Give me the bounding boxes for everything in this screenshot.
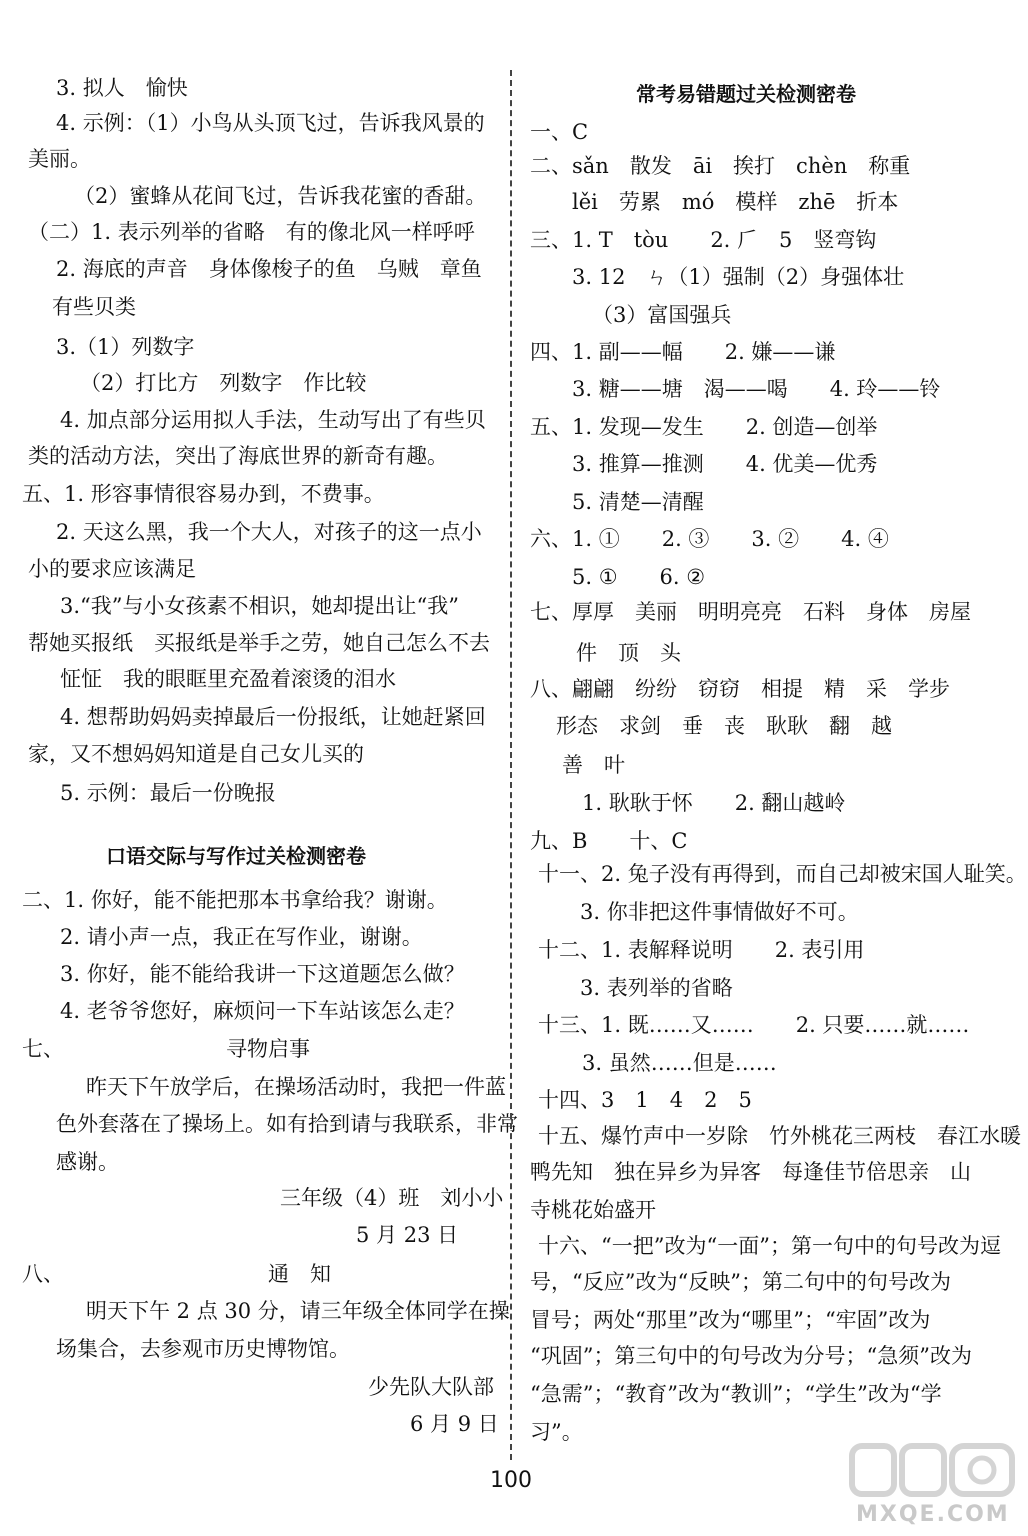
section-heading: 口语交际与写作过关检测密卷 xyxy=(106,844,366,868)
answer-line: 3. 你非把这件事情做好不可。 xyxy=(580,900,859,924)
answer-line: 2. 天这么黑，我一个大人，对孩子的这一点小 xyxy=(56,520,482,544)
answer-line: 七、厚厚 美丽 明明亮亮 石料 身体 房屋 xyxy=(530,600,971,624)
answer-line: 六、1. ① 2. ③ 3. ② 4. ④ xyxy=(530,527,889,551)
section-heading: 常考易错题过关检测密卷 xyxy=(636,82,856,106)
answer-line: 2. 海底的声音 身体像梭子的鱼 乌贼 章鱼 xyxy=(56,257,482,281)
answer-line: 4. 想帮助妈妈卖掉最后一份报纸，让她赶紧回 xyxy=(60,705,486,729)
answer-line: 3. 糖——塘 渴——喝 4. 玲——铃 xyxy=(572,377,941,401)
answer-line: 4. 老爷爷您好，麻烦问一下车站该怎么走？ xyxy=(60,999,465,1023)
answer-line: 3.“我”与小女孩素不相识，她却提出让“我” xyxy=(60,594,459,618)
answer-line: 明天下午 2 点 30 分，请三年级全体同学在操 xyxy=(86,1299,510,1323)
notice-title: 通 知 xyxy=(268,1262,331,1286)
answer-line: 号，“反应”改为“反映”；第二句中的句号改为 xyxy=(530,1270,951,1294)
answer-line: 类的活动方法，突出了海底世界的新奇有趣。 xyxy=(28,444,448,468)
answer-line: 帮她买报纸 买报纸是举手之劳，她自己怎么不去 xyxy=(28,631,490,655)
answer-line: 5. 示例：最后一份晚报 xyxy=(60,781,276,805)
answer-line: 二、1. 你好，能不能把那本书拿给我？谢谢。 xyxy=(22,888,448,912)
answer-line: （二）1. 表示列举的省略 有的像北风一样呼呼 xyxy=(28,220,475,244)
answer-line: 色外套落在了操场上。如有拾到请与我联系，非常 xyxy=(56,1112,518,1136)
answer-line: “急需”；“教育”改为“教训”；“学生”改为“学 xyxy=(530,1382,942,1406)
answer-line: 鸭先知 独在异乡为异客 每逢佳节倍思亲 山 xyxy=(530,1160,971,1184)
answer-line: 十六、“一把”改为“一面”；第一句中的句号改为逗 xyxy=(538,1234,1001,1258)
answer-line: 4. 加点部分运用拟人手法，生动写出了有些贝 xyxy=(60,408,486,432)
notice-title: 寻物启事 xyxy=(226,1037,310,1061)
answer-line: lěi 劳累 mó 模样 zhē 折本 xyxy=(572,190,899,214)
signature-line: 少先队大队部 xyxy=(368,1375,494,1399)
answer-line: 十三、1. 既……又…… 2. 只要……就…… xyxy=(538,1013,970,1037)
answer-line: 七、 xyxy=(22,1037,64,1061)
answer-line: 九、B 十、C xyxy=(530,829,688,853)
answer-line: 5. 清楚—清醒 xyxy=(572,490,704,514)
date-line: 6 月 9 日 xyxy=(410,1412,499,1436)
answer-line: 场集合，去参观市历史博物馆。 xyxy=(56,1337,350,1361)
answer-line: 感谢。 xyxy=(56,1150,119,1174)
answer-line: 小的要求应该满足 xyxy=(28,557,196,581)
answer-line: （2）打比方 列数字 作比较 xyxy=(80,371,367,395)
answer-line: 八、翩翩 纷纷 窃窃 相提 精 采 学步 xyxy=(530,677,950,701)
answer-line: 有些贝类 xyxy=(52,295,136,319)
signature-line: 三年级（4）班 刘小小 xyxy=(280,1186,504,1210)
answer-line: 一、C xyxy=(530,120,589,144)
answer-line: 3. 你好，能不能给我讲一下这道题怎么做？ xyxy=(60,962,465,986)
answer-line: 五、1. 发现—发生 2. 创造—创举 xyxy=(530,415,878,439)
answer-line: 1. 耿耿于怀 2. 翻山越岭 xyxy=(582,791,846,815)
answer-line: （3）富国强兵 xyxy=(592,303,732,327)
answer-line: （2）蜜蜂从花间飞过，告诉我花蜜的香甜。 xyxy=(74,184,487,208)
answer-line: 二、sǎn 散发 āi 挨打 chèn 称重 xyxy=(530,154,911,178)
answer-line: 形态 求剑 垂 丧 耿耿 翻 越 xyxy=(556,714,892,738)
answer-line: 十一、2. 兔子没有再得到，而自己却被宋国人耻笑。 xyxy=(538,862,1027,886)
answer-line: 冒号；两处“那里”改为“哪里”；“牢固”改为 xyxy=(530,1308,931,1332)
answer-line: “巩固”；第三句中的句号改为分号；“急须”改为 xyxy=(530,1344,972,1368)
answer-line: 家，又不想妈妈知道是自己女儿买的 xyxy=(28,742,364,766)
answer-line: 习”。 xyxy=(530,1420,583,1444)
answer-line: 件 顶 头 xyxy=(576,641,681,665)
answer-line: 怔怔 我的眼眶里充盈着滚烫的泪水 xyxy=(60,667,396,691)
answer-line: 3. 拟人 愉快 xyxy=(56,76,188,100)
answer-line: 五、1. 形容事情很容易办到，不费事。 xyxy=(22,482,385,506)
answer-line: 3. 推算—推测 4. 优美—优秀 xyxy=(572,452,878,476)
date-line: 5 月 23 日 xyxy=(356,1223,459,1247)
answer-line: 美丽。 xyxy=(28,147,91,171)
answer-line: 十五、爆竹声中一岁除 竹外桃花三两枝 春江水暖 xyxy=(538,1124,1021,1148)
answer-line: 3.（1）列数字 xyxy=(56,335,195,359)
answer-line: 2. 请小声一点，我正在写作业，谢谢。 xyxy=(60,925,423,949)
answer-line: 十四、3 1 4 2 5 xyxy=(538,1088,752,1112)
answer-line: 三、1. T tòu 2. 𠂆 5 竖弯钩 xyxy=(530,228,877,252)
answer-line: 十二、1. 表解释说明 2. 表引用 xyxy=(538,938,865,962)
column-divider xyxy=(510,70,512,1460)
answer-line: 八、 xyxy=(22,1262,64,1286)
answer-line: 5. ① 6. ② xyxy=(572,565,706,589)
answer-line: 3. 12 ㄣ（1）强制（2）身强体壮 xyxy=(572,265,905,289)
answer-line: 寺桃花始盛开 xyxy=(530,1198,656,1222)
page-number: 100 xyxy=(490,1468,532,1493)
answer-line: 4. 示例：（1）小鸟从头顶飞过，告诉我风景的 xyxy=(56,111,485,135)
answer-line: 3. 虽然……但是…… xyxy=(582,1051,777,1075)
answer-line: 四、1. 副——幅 2. 嫌——谦 xyxy=(530,340,836,364)
watermark-text: MXQE.COM xyxy=(856,1502,1010,1527)
answer-line: 昨天下午放学后，在操场活动时，我把一件蓝 xyxy=(86,1075,506,1099)
answer-line: 3. 表列举的省略 xyxy=(580,976,733,1000)
answer-line: 善 叶 xyxy=(562,753,625,777)
